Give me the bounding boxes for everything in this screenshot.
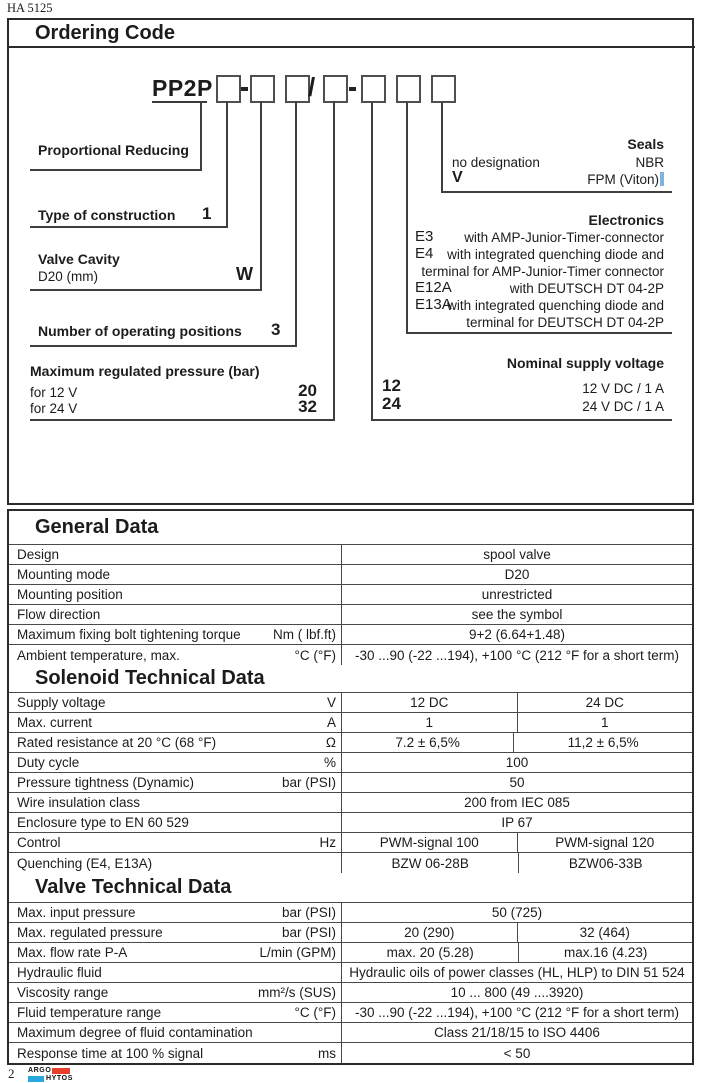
- row-label: Hydraulic fluid: [17, 965, 102, 980]
- row-label: Pressure tightness (Dynamic): [17, 775, 195, 790]
- seals-code-v: V: [452, 169, 463, 186]
- general-data-title: General Data: [9, 511, 692, 545]
- row-unit: mm²/s (SUS): [258, 985, 336, 1000]
- row-value: PWM-signal 120: [517, 833, 693, 852]
- electronics-desc: with DEUTSCH DT 04-2P: [509, 281, 664, 296]
- row-label: Rated resistance at 20 °C (68 °F): [17, 735, 217, 750]
- connector-line-construction: [226, 101, 228, 226]
- row-value: -30 ...90 (-22 ...194), +100 °C (212 °F for a short term): [354, 1005, 680, 1020]
- row-value: 100: [505, 755, 529, 770]
- table-row: [9, 645, 692, 665]
- general-data-table: [9, 545, 692, 665]
- row-unit: °C (°F): [294, 1005, 336, 1020]
- valve-data-title: Valve Technical Data: [9, 873, 692, 903]
- row-unit: L/min (GPM): [259, 945, 336, 960]
- document-number: HA 5125: [7, 1, 53, 15]
- code-box-electronics: [396, 75, 421, 103]
- row-value: Class 21/18/15 to ISO 4406: [434, 1025, 600, 1040]
- row-label: Duty cycle: [17, 755, 80, 770]
- value-pressure-24v: 32: [298, 397, 317, 416]
- connector-line-cavity: [260, 101, 262, 289]
- row-value: D20: [504, 567, 530, 582]
- row-value: 32 (464): [517, 923, 693, 942]
- row-label: Response time at 100 % signal: [17, 1045, 204, 1061]
- row-unit: bar (PSI): [281, 905, 336, 920]
- row-unit: Hz: [319, 835, 336, 850]
- table-row: [9, 1023, 692, 1043]
- table-row: [9, 773, 692, 793]
- table-row: [9, 813, 692, 833]
- logo-text-argo: ARGO: [28, 1067, 52, 1074]
- row-unit: A: [326, 715, 336, 730]
- table-row: [9, 903, 692, 923]
- row-value: 11,2 ± 6,5%: [513, 733, 692, 752]
- electronics-desc: with integrated quenching diode and: [447, 298, 664, 313]
- table-row: [9, 713, 692, 733]
- table-row: [9, 693, 692, 713]
- table-row: [9, 1003, 692, 1023]
- seals-desc-fpm: FPM (Viton): [587, 172, 659, 187]
- table-row: [9, 923, 692, 943]
- row-unit: °C (°F): [294, 647, 336, 663]
- row-label: Flow direction: [17, 607, 101, 622]
- row-label: Maximum fixing bolt tightening torque: [17, 627, 241, 642]
- row-label: Max. input pressure: [17, 905, 136, 920]
- row-unit: bar (PSI): [281, 925, 336, 940]
- connector-line-proportional: [200, 101, 202, 169]
- row-value: 10 ... 800 (49 ....3920): [450, 985, 584, 1000]
- table-row: [9, 605, 692, 625]
- underline-cavity: [30, 289, 262, 291]
- label-valve-cavity: Valve Cavity: [38, 251, 120, 267]
- row-value: IP 67: [501, 815, 533, 830]
- row-label: Max. flow rate P-A: [17, 945, 128, 960]
- seals-title: Seals: [627, 136, 664, 152]
- row-label: Viscosity range: [17, 985, 109, 1000]
- row-value: 20 (290): [404, 925, 455, 940]
- voltage-title: Nominal supply voltage: [506, 355, 664, 371]
- row-unit: V: [326, 695, 336, 710]
- row-label: Supply voltage: [17, 695, 106, 710]
- row-label: Max. regulated pressure: [17, 925, 163, 940]
- table-row: [9, 565, 692, 585]
- label-proportional-reducing: Proportional Reducing: [38, 142, 189, 158]
- code-box-positions: [285, 75, 310, 103]
- row-unit: Ω: [325, 735, 336, 750]
- row-value: unrestricted: [481, 587, 553, 602]
- underline-positions: [30, 345, 297, 347]
- row-value: 200 from IEC 085: [464, 795, 570, 810]
- row-label: Enclosure type to EN 60 529: [17, 815, 189, 830]
- row-value: 50: [509, 775, 525, 790]
- electronics-title: Electronics: [588, 212, 664, 228]
- code-separator-dash: [241, 87, 248, 91]
- code-separator-slash: /: [308, 72, 316, 102]
- voltage-code-24: 24: [382, 394, 401, 413]
- electronics-code: E3: [415, 228, 434, 245]
- row-value: 9+2 (6.64+1.48): [468, 627, 566, 642]
- logo-red-block: [52, 1068, 70, 1074]
- row-label: Design: [17, 547, 60, 562]
- row-value: BZW06-33B: [518, 853, 692, 873]
- row-value: max. 20 (5.28): [386, 945, 474, 960]
- value-pressure-12v: 20: [298, 381, 317, 400]
- table-row: [9, 793, 692, 813]
- row-value: 1: [517, 713, 693, 732]
- connector-line-positions: [295, 101, 297, 345]
- table-row: [9, 943, 692, 963]
- valve-data-table: [9, 903, 692, 1063]
- underline-construction: [30, 226, 228, 228]
- label-max-regulated-pressure: Maximum regulated pressure (bar): [30, 363, 260, 379]
- electronics-code: E4: [415, 245, 434, 262]
- logo-text-hytos: HYTOS: [46, 1075, 73, 1082]
- ordering-code-prefix: PP2P: [152, 75, 213, 101]
- row-unit: %: [323, 755, 336, 770]
- voltage-block: [371, 102, 672, 421]
- row-unit: Nm ( lbf.ft): [273, 627, 336, 642]
- row-value: 24 DC: [517, 693, 693, 712]
- argo-hytos-logo: [28, 1067, 76, 1082]
- row-label: Fluid temperature range: [17, 1005, 162, 1020]
- row-label: Wire insulation class: [17, 795, 141, 810]
- row-value: see the symbol: [471, 607, 563, 622]
- electronics-desc: with AMP-Junior-Timer-connector: [464, 230, 664, 245]
- row-value: max.16 (4.23): [518, 943, 692, 962]
- code-box-voltage: [361, 75, 386, 103]
- row-value: BZW 06-28B: [391, 855, 469, 871]
- code-box-cavity: [250, 75, 275, 103]
- row-label: Mounting position: [17, 587, 123, 602]
- label-valve-cavity-sub: D20 (mm): [38, 269, 98, 284]
- label-operating-positions: Number of operating positions: [38, 323, 242, 339]
- row-value: 7.2 ± 6,5%: [395, 735, 460, 750]
- row-value: -30 ...90 (-22 ...194), +100 °C (212 °F for a short term): [354, 647, 680, 663]
- label-for-24v: for 24 V: [30, 401, 78, 416]
- row-label: Control: [17, 835, 61, 850]
- table-row: [9, 753, 692, 773]
- logo-blue-block: [28, 1076, 44, 1082]
- label-for-12v: for 12 V: [30, 385, 78, 400]
- seals-desc-nbr: NBR: [635, 155, 664, 170]
- table-row: [9, 853, 692, 873]
- row-label: Mounting mode: [17, 567, 111, 582]
- data-sections-box: [7, 509, 694, 1065]
- row-value: 1: [425, 715, 433, 730]
- code-separator-dash2: [349, 87, 356, 91]
- value-operating-positions: 3: [271, 320, 281, 339]
- table-row: [9, 733, 692, 753]
- table-row: [9, 1043, 692, 1063]
- label-type-of-construction: Type of construction: [38, 207, 176, 223]
- row-label: Quenching (E4, E13A): [17, 855, 153, 871]
- table-row: [9, 545, 692, 565]
- row-value: Hydraulic oils of power classes (HL, HLP) to DIN 51 524: [349, 965, 685, 980]
- row-value: spool valve: [483, 547, 551, 562]
- table-row: [9, 585, 692, 605]
- seals-code-none: no designation: [452, 155, 540, 170]
- row-label: Max. current: [17, 715, 93, 730]
- ordering-code-title: Ordering Code: [9, 20, 695, 48]
- row-value: < 50: [503, 1045, 531, 1061]
- code-box-construction: [216, 75, 241, 103]
- electronics-desc: with integrated quenching diode and: [447, 247, 664, 262]
- table-row: [9, 983, 692, 1003]
- code-box-pressure: [323, 75, 348, 103]
- table-row: [9, 833, 692, 853]
- row-label: Maximum degree of fluid contamination: [17, 1025, 253, 1040]
- underline-proportional: [30, 169, 202, 171]
- row-value: 12 DC: [410, 695, 449, 710]
- value-valve-cavity: W: [236, 264, 253, 284]
- underline-pressure: [30, 419, 335, 421]
- row-value: PWM-signal 100: [379, 835, 479, 850]
- page-number: 2: [8, 1066, 15, 1081]
- row-unit: bar (PSI): [281, 775, 336, 790]
- electronics-desc: terminal for DEUTSCH DT 04-2P: [466, 315, 664, 330]
- voltage-desc-12: 12 V DC / 1 A: [582, 381, 664, 396]
- voltage-desc-24: 24 V DC / 1 A: [582, 399, 664, 414]
- electronics-desc: terminal for AMP-Junior-Timer connector: [421, 264, 664, 279]
- value-type-of-construction: 1: [202, 204, 212, 223]
- row-label: Ambient temperature, max.: [17, 647, 180, 663]
- code-box-seals: [431, 75, 456, 103]
- solenoid-data-table: [9, 693, 692, 873]
- electronics-code: E13A: [415, 296, 452, 313]
- solenoid-data-title: Solenoid Technical Data: [9, 665, 692, 693]
- voltage-code-12: 12: [382, 376, 401, 395]
- table-row: [9, 963, 692, 983]
- table-row: [9, 625, 692, 645]
- electronics-code: E12A: [415, 279, 452, 296]
- row-value: 50 (725): [491, 905, 543, 920]
- row-unit: ms: [318, 1045, 336, 1061]
- connector-line-pressure: [333, 101, 335, 419]
